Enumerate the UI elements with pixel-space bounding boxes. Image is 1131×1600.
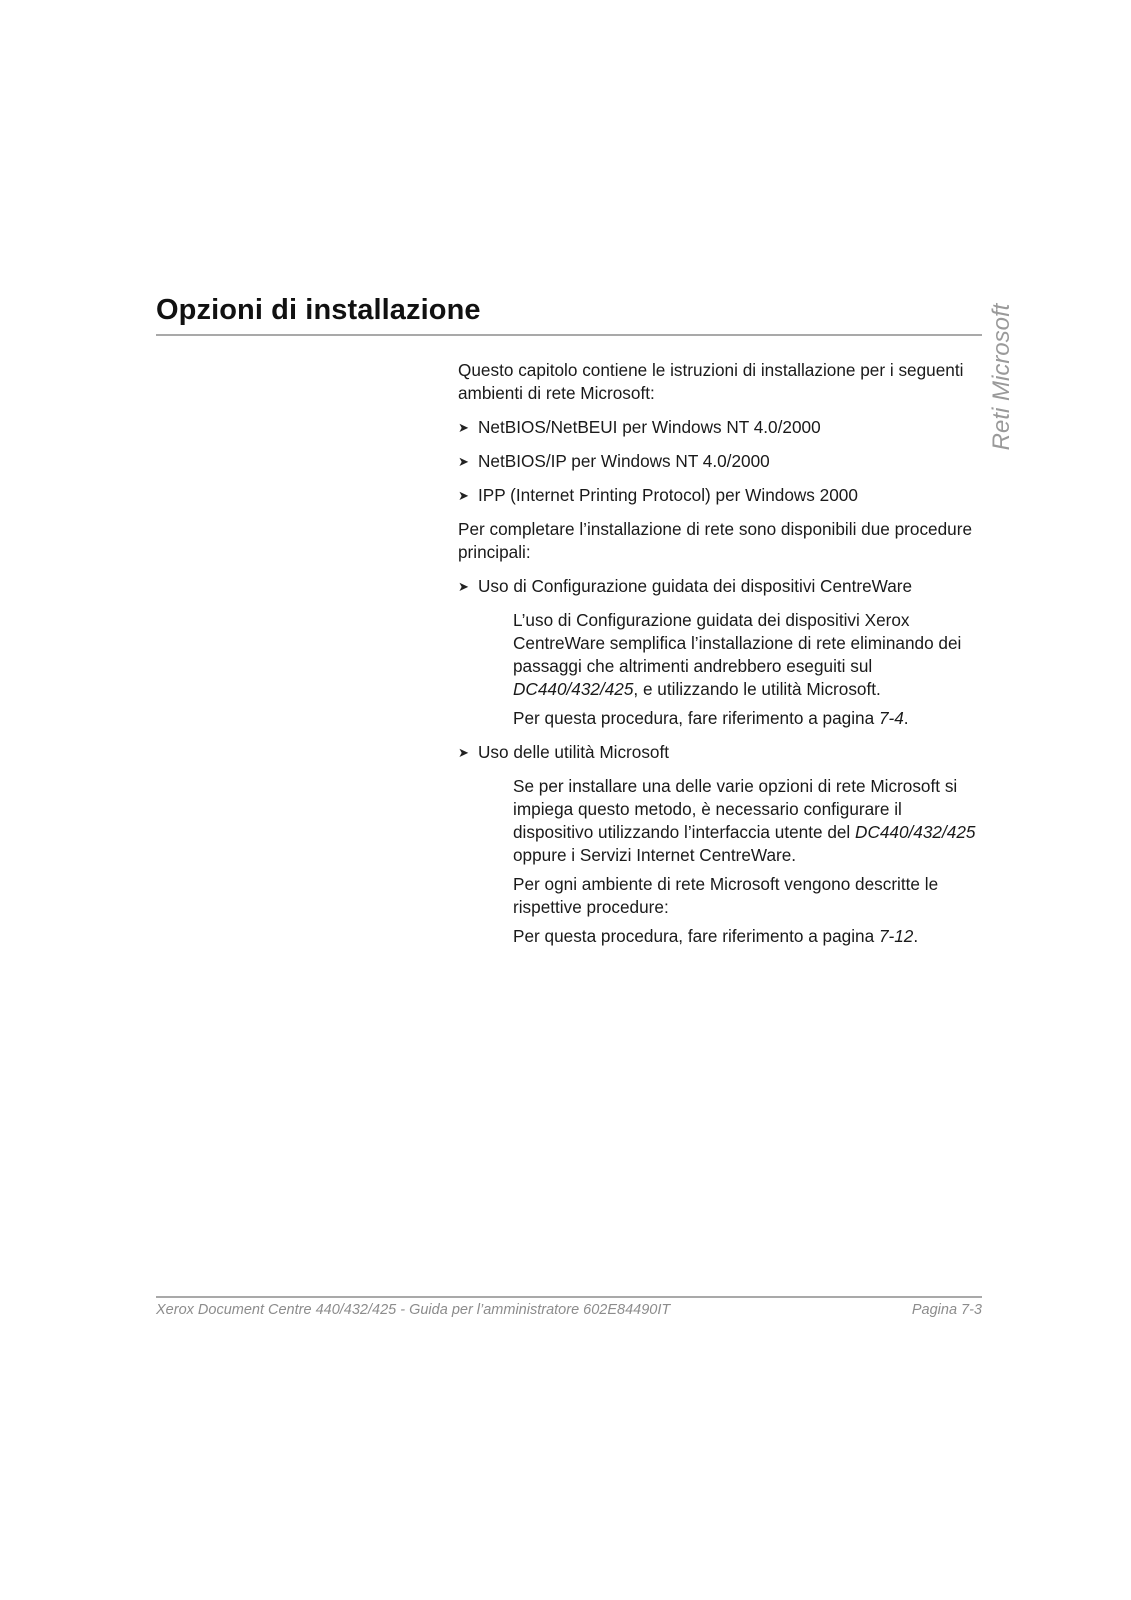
desc-text: oppure i Servizi Internet CentreWare. <box>513 845 797 865</box>
reference-text: Per questa procedura, fare riferimento a pagina <box>513 926 879 946</box>
page-reference-link[interactable]: 7-4 <box>878 708 904 728</box>
footer-divider <box>156 1296 982 1298</box>
procedure-2-description-2: Per ogni ambiente di rete Microsoft vengono descritte le rispettive procedure: <box>513 874 939 917</box>
list-item <box>458 450 982 473</box>
desc-text: Se per installare una delle varie opzioni di rete Microsoft si impiega questo metodo, è necessario configurare il dispositivo utilizzando l’interfaccia utente del <box>513 776 958 842</box>
procedure-heading <box>458 575 982 598</box>
procedure-1-description <box>458 609 982 701</box>
environment-item: NetBIOS/NetBEUI per Windows NT 4.0/2000 <box>478 417 821 437</box>
title-divider <box>156 334 982 336</box>
reference-end: . <box>913 926 919 946</box>
reference-text: Per questa procedura, fare riferimento a pagina <box>513 708 879 728</box>
environment-item: IPP (Internet Printing Protocol) per Windows 2000 <box>478 485 858 505</box>
procedures-intro: Per completare l’installazione di rete sono disponibili due procedure principali: <box>458 519 973 562</box>
reference-end: . <box>903 708 909 728</box>
arrow-bullet-icon: ➤ <box>458 488 469 503</box>
arrow-bullet-icon: ➤ <box>458 579 469 594</box>
environment-item: NetBIOS/IP per Windows NT 4.0/2000 <box>478 451 770 471</box>
section-side-tab <box>980 302 1024 452</box>
procedure-heading <box>458 741 982 764</box>
procedure-2-reference <box>458 925 982 948</box>
main-content <box>458 359 982 954</box>
desc-text: L’uso di Configurazione guidata dei dispositivi Xerox CentreWare semplifica l’installazione di rete eliminando dei passaggi che altrimenti andrebbero eseguiti sul <box>513 610 962 676</box>
arrow-bullet-icon: ➤ <box>458 420 469 435</box>
arrow-bullet-icon: ➤ <box>458 454 469 469</box>
procedure-2-description <box>458 775 982 867</box>
model-name: DC440/432/425 <box>855 822 976 842</box>
page-title: Opzioni di installazione <box>156 294 481 326</box>
arrow-bullet-icon: ➤ <box>458 745 469 760</box>
list-item <box>458 484 982 507</box>
procedure-2-heading: Uso delle utilità Microsoft <box>478 742 670 762</box>
desc-text: , e utilizzando le utilità Microsoft. <box>633 679 881 699</box>
model-name: DC440/432/425 <box>513 679 634 699</box>
footer-page-number: Pagina 7-3 <box>911 1302 982 1318</box>
footer-document-title: Xerox Document Centre 440/432/425 - Guida per l’amministratore 602E84490IT <box>156 1302 671 1318</box>
side-tab-label: Reti Microsoft <box>988 303 1015 451</box>
intro-paragraph: Questo capitolo contiene le istruzioni di installazione per i seguenti ambienti di rete Microsoft: <box>458 360 964 403</box>
page-reference-link[interactable]: 7-12 <box>878 926 914 946</box>
procedure-1-heading: Uso di Configurazione guidata dei dispositivi CentreWare <box>478 576 913 596</box>
procedure-1-reference <box>458 707 982 730</box>
list-item <box>458 416 982 439</box>
